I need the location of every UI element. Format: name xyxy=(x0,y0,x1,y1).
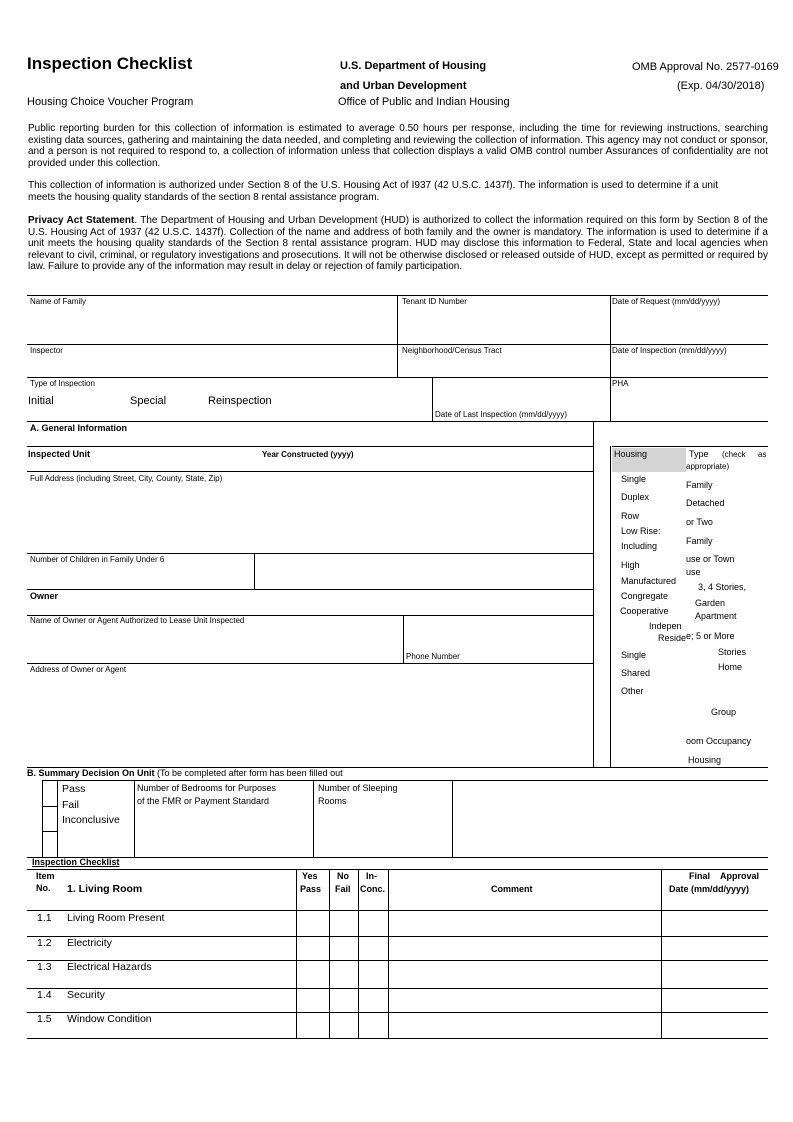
pha-label: PHA xyxy=(612,379,629,388)
summary-decision-heading xyxy=(27,768,343,778)
row-1-3-comment-cell[interactable] xyxy=(389,961,660,987)
pass-checkbox[interactable] xyxy=(43,781,56,805)
summary-decision-title: B. Summary Decision On Unit xyxy=(27,768,155,778)
housing-type-label: Type xyxy=(689,449,709,459)
inspector-label: Inspector xyxy=(30,346,63,355)
type-of-inspection-label: Type of Inspection xyxy=(30,379,95,388)
privacy-act-statement xyxy=(28,215,768,273)
department-line-1: U.S. Department of Housing xyxy=(340,60,487,72)
expiration-date: (Exp. 04/30/2018) xyxy=(677,80,765,92)
inspector-field[interactable] xyxy=(30,357,394,375)
housing-detail-stories: 3, 4 Stories, xyxy=(698,582,747,592)
row-1-1-pass-cell[interactable] xyxy=(297,911,328,935)
row-1-1-label: Living Room Present xyxy=(67,912,165,924)
page-title: Inspection Checklist xyxy=(27,54,193,73)
housing-detail-five-or-more: e; 5 or More xyxy=(686,631,735,641)
children-under-6-field[interactable] xyxy=(258,556,590,586)
authority-statement: This collection of information is authorized under Section 8 of the U.S. Housing Act of I937 (42 U.S.C. 1437f). The information is used to determine if a unit meets the housing quality standards of the section 8 rental assistance program. xyxy=(28,180,718,203)
row-1-1-date-cell[interactable] xyxy=(662,911,767,935)
year-constructed-label: Year Constructed (yyyy) xyxy=(262,450,354,459)
checklist-heading: Inspection Checklist xyxy=(32,857,120,867)
housing-option-row-house[interactable]: Row xyxy=(621,511,640,521)
full-address-field[interactable] xyxy=(30,486,590,550)
row-1-2-pass-cell[interactable] xyxy=(297,937,328,959)
office-name: Office of Public and Indian Housing xyxy=(338,96,510,108)
summary-decision-note: (To be completed after form has been filled out xyxy=(157,768,343,778)
approval-header: Approval xyxy=(720,871,760,881)
row-1-5-fail-cell[interactable] xyxy=(330,1013,357,1037)
date-of-inspection-label: Date of Inspection (mm/dd/yyyy) xyxy=(612,346,727,355)
fail-checkbox[interactable] xyxy=(43,807,56,830)
housing-option-single-room[interactable]: Single xyxy=(621,650,647,660)
housing-detail-home: Home xyxy=(718,662,743,672)
tenant-id-field[interactable] xyxy=(402,308,607,342)
housing-option-independent[interactable]: Indepen xyxy=(649,621,682,631)
row-1-5-comment-cell[interactable] xyxy=(389,1013,660,1037)
date-of-request-label: Date of Request (mm/dd/yyyy) xyxy=(612,297,721,306)
row-1-3-number: 1.3 xyxy=(37,961,52,973)
sleeping-rooms-field[interactable] xyxy=(318,810,450,854)
neighborhood-label: Neighborhood/Census Tract xyxy=(402,346,502,355)
housing-detail-room-occupancy: oom Occupancy xyxy=(686,736,752,746)
row-1-4-number: 1.4 xyxy=(37,989,52,1001)
housing-type-check: (check xyxy=(722,450,746,459)
row-1-1-conc-cell[interactable] xyxy=(359,911,387,935)
no-header: No xyxy=(337,871,349,881)
housing-option-duplex[interactable]: Duplex xyxy=(621,492,650,502)
phone-number-label: Phone Number xyxy=(406,652,460,661)
neighborhood-field[interactable] xyxy=(402,357,607,375)
row-1-4-date-cell[interactable] xyxy=(662,989,767,1011)
row-1-3-date-cell[interactable] xyxy=(662,961,767,987)
sleeping-rooms-label-1: Number of Sleeping xyxy=(318,783,398,793)
row-1-4-comment-cell[interactable] xyxy=(389,989,660,1011)
row-1-3-conc-cell[interactable] xyxy=(359,961,387,987)
program-name: Housing Choice Voucher Program xyxy=(27,96,194,108)
row-1-2-fail-cell[interactable] xyxy=(330,937,357,959)
housing-option-shared[interactable]: Shared xyxy=(621,668,651,678)
housing-type-appropriate: appropriate) xyxy=(686,462,730,471)
row-1-2-date-cell[interactable] xyxy=(662,937,767,959)
yes-header: Yes xyxy=(302,871,318,881)
name-of-family-label: Name of Family xyxy=(30,297,87,306)
housing-option-congregate[interactable]: Congregate xyxy=(621,591,669,601)
fail-label: Fail xyxy=(62,799,79,811)
row-1-2-label: Electricity xyxy=(67,937,112,949)
children-under-6-label: Number of Children in Family Under 6 xyxy=(30,555,165,564)
housing-detail-detached: Detached xyxy=(686,498,725,508)
housing-detail-town-house: use or Town xyxy=(686,554,735,564)
row-1-5-number: 1.5 xyxy=(37,1013,52,1025)
comment-header: Comment xyxy=(491,884,533,894)
housing-type-as: as xyxy=(758,450,767,459)
housing-option-high-rise[interactable]: High xyxy=(621,560,640,570)
row-1-5-date-cell[interactable] xyxy=(662,1013,767,1037)
pha-field[interactable] xyxy=(612,390,766,419)
housing-detail-housing: Housing xyxy=(688,755,722,765)
owner-heading: Owner xyxy=(30,591,59,601)
row-1-5-pass-cell[interactable] xyxy=(297,1013,328,1037)
row-1-3-pass-cell[interactable] xyxy=(297,961,328,987)
tenant-id-label: Tenant ID Number xyxy=(402,297,467,306)
conc-header: Conc. xyxy=(360,884,386,894)
bedrooms-field[interactable] xyxy=(137,810,311,854)
special-option[interactable]: Special xyxy=(130,395,167,407)
housing-type-heading: Housing xyxy=(614,449,648,459)
fail-header: Fail xyxy=(335,884,351,894)
row-1-1-comment-cell[interactable] xyxy=(389,911,660,935)
row-1-3-label: Electrical Hazards xyxy=(67,961,152,973)
housing-detail-family-2: Family xyxy=(686,536,713,546)
date-of-request-field[interactable] xyxy=(612,308,766,342)
bedrooms-label-1: Number of Bedrooms for Purposes xyxy=(137,783,277,793)
housing-detail-apartment: Apartment xyxy=(695,611,737,621)
initial-option[interactable]: Initial xyxy=(28,395,54,407)
item-no-header: No. xyxy=(36,883,51,893)
general-information-heading: A. General Information xyxy=(30,423,128,433)
inspected-unit-label: Inspected Unit xyxy=(28,449,91,459)
row-1-2-comment-cell[interactable] xyxy=(389,937,660,959)
omb-approval: OMB Approval No. 2577-0169 xyxy=(632,61,779,73)
inconclusive-label: Inconclusive xyxy=(62,814,120,826)
living-room-section: 1. Living Room xyxy=(67,883,143,895)
owner-address-label: Address of Owner or Agent xyxy=(30,665,127,674)
housing-detail-stories-2: Stories xyxy=(718,647,747,657)
housing-detail-use: use xyxy=(686,567,701,577)
housing-option-cooperative[interactable]: Cooperative xyxy=(620,606,669,616)
reinspection-option[interactable]: Reinspection xyxy=(208,395,272,407)
row-1-4-fail-cell[interactable] xyxy=(330,989,357,1011)
row-1-5-conc-cell[interactable] xyxy=(359,1013,387,1037)
bedrooms-label-2: of the FMR or Payment Standard xyxy=(137,796,270,806)
housing-detail-or-two: or Two xyxy=(686,517,713,527)
date-last-inspection-label: Date of Last Inspection (mm/dd/yyyy) xyxy=(435,410,568,419)
department-line-2: and Urban Development xyxy=(340,80,467,92)
row-1-1-fail-cell[interactable] xyxy=(330,911,357,935)
sleeping-rooms-label-2: Rooms xyxy=(318,796,347,806)
burden-statement: Public reporting burden for this collection of information is estimated to average 0.50 hours per response, including the time for reviewing instructions, searching existing data sources, gathering and maintaining the data needed, and completing and reviewing the collection of information. This agency may not conduct or sponsor, and a person is not required to respond to, a collection of information unless that collection displays a valid OMB control number Assurances of confidentiality are not provided under this collection. xyxy=(28,123,768,169)
row-1-4-pass-cell[interactable] xyxy=(297,989,328,1011)
full-address-label: Full Address (including Street, City, County, State, Zip) xyxy=(30,474,223,483)
pass-label: Pass xyxy=(62,783,86,795)
owner-address-field[interactable] xyxy=(30,677,590,763)
housing-option-low-rise[interactable]: Low Rise: xyxy=(621,526,661,536)
housing-option-single-family[interactable]: Single xyxy=(621,474,647,484)
inconclusive-checkbox[interactable] xyxy=(43,832,56,856)
housing-option-low-rise-including: Including xyxy=(621,541,658,551)
row-1-1-number: 1.1 xyxy=(37,912,52,924)
row-1-3-fail-cell[interactable] xyxy=(330,961,357,987)
owner-name-field[interactable] xyxy=(30,627,400,661)
row-1-2-number: 1.2 xyxy=(37,937,52,949)
privacy-act-text: . The Department of Housing and Urban Development (HUD) is authorized to collect the information required on this form by Section 8 of the U.S. Housing Act of 1937 (42 U.S.C. 1437f). Collection of the name and address of both family and the owner is mandatory. The information is used to determine if a unit meets the housing quality standards of the Section 8 rental assistance program. HUD may disclose this information to Federal, State and local agencies when relevant to civil, criminal, or regulatory investigations and prosecutions. It will not be otherwise disclosed or released outside of HUD, except as permitted or required by law. Failure to provide any of the information may result in delay or rejection of family participation. xyxy=(28,215,768,272)
approval-date-header: Date (mm/dd/yyyy) xyxy=(669,884,750,894)
housing-option-manufactured[interactable]: Manufactured xyxy=(621,576,677,586)
name-of-family-field[interactable] xyxy=(30,308,394,342)
item-header: Item xyxy=(36,871,55,881)
housing-detail-family: Family xyxy=(686,480,713,490)
housing-option-independent-residence: Reside xyxy=(658,633,687,643)
housing-detail-group: Group xyxy=(711,707,737,717)
date-of-inspection-field[interactable] xyxy=(612,357,766,375)
row-1-4-conc-cell[interactable] xyxy=(359,989,387,1011)
owner-name-label: Name of Owner or Agent Authorized to Lease Unit Inspected xyxy=(30,616,245,625)
privacy-act-label: Privacy Act Statement xyxy=(28,215,135,226)
row-1-2-conc-cell[interactable] xyxy=(359,937,387,959)
row-1-5-label: Window Condition xyxy=(67,1013,152,1025)
housing-option-other[interactable]: Other xyxy=(621,686,644,696)
housing-detail-garden: Garden xyxy=(695,598,726,608)
in-header: In- xyxy=(366,871,377,881)
row-1-4-label: Security xyxy=(67,989,105,1001)
pass-header: Pass xyxy=(300,884,322,894)
final-header: Final xyxy=(689,871,711,881)
